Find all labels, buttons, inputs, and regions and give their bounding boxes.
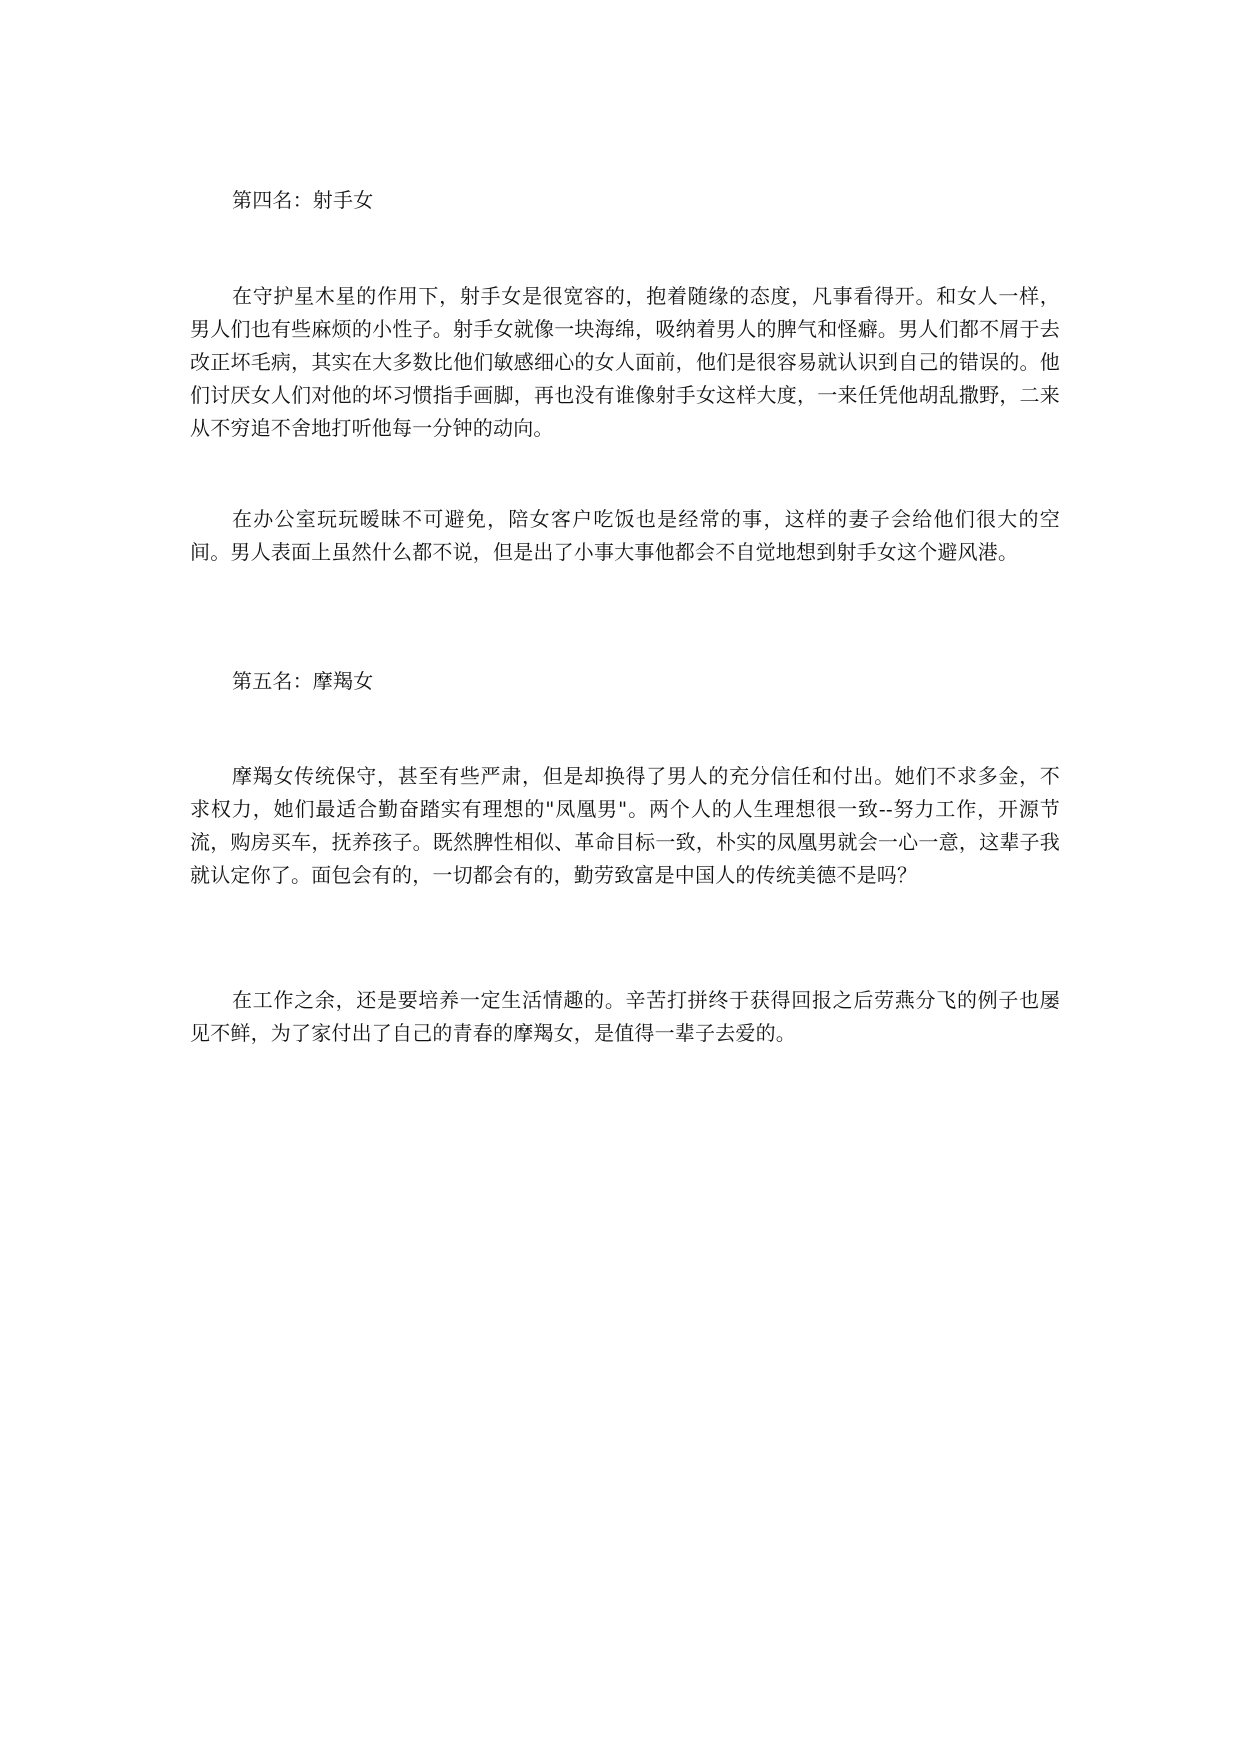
- document-page: [190, 0, 1060, 1754]
- paragraph-3: 摩羯女传统保守，甚至有些严肃，但是却换得了男人的充分信任和付出。她们不求多金，不求权力，她们最适合勤奋踏实有理想的"凤凰男"。两个人的人生理想很一致--努力工作，开源节流，购房买车，抚养孩子。既然脾性相似、革命目标一致，朴实的凤凰男就会一心一意，这辈子我就认定你了。面包会有的，一切都会有的，勤劳致富是中国人的传统美德不是吗？: [190, 764, 1060, 887]
- paragraph-1: 在守护星木星的作用下，射手女是很宽容的，抱着随缘的态度，凡事看得开。和女人一样，男人们也有些麻烦的小性子。射手女就像一块海绵，吸纳着男人的脾气和怪癖。男人们都不屑于去改正坏毛病，其实在大多数比他们敏感细心的女人面前，他们是很容易就认识到自己的错误的。他们讨厌女人们对他的坏习惯指手画脚，再也没有谁像射手女这样大度，一来任凭他胡乱撒野，二来从不穷追不舍地打听他每一分钟的动向。: [190, 284, 1060, 440]
- paragraph-4: 在工作之余，还是要培养一定生活情趣的。辛苦打拼终于获得回报之后劳燕分飞的例子也屡见不鲜，为了家付出了自己的青春的摩羯女，是值得一辈子去爱的。: [190, 988, 1060, 1045]
- section-heading-4: 第四名：射手女: [232, 188, 374, 212]
- section-heading-5: 第五名：摩羯女: [232, 669, 374, 693]
- paragraph-2: 在办公室玩玩暧昧不可避免，陪女客户吃饭也是经常的事，这样的妻子会给他们很大的空间。男人表面上虽然什么都不说，但是出了小事大事他都会不自觉地想到射手女这个避风港。: [190, 507, 1060, 564]
